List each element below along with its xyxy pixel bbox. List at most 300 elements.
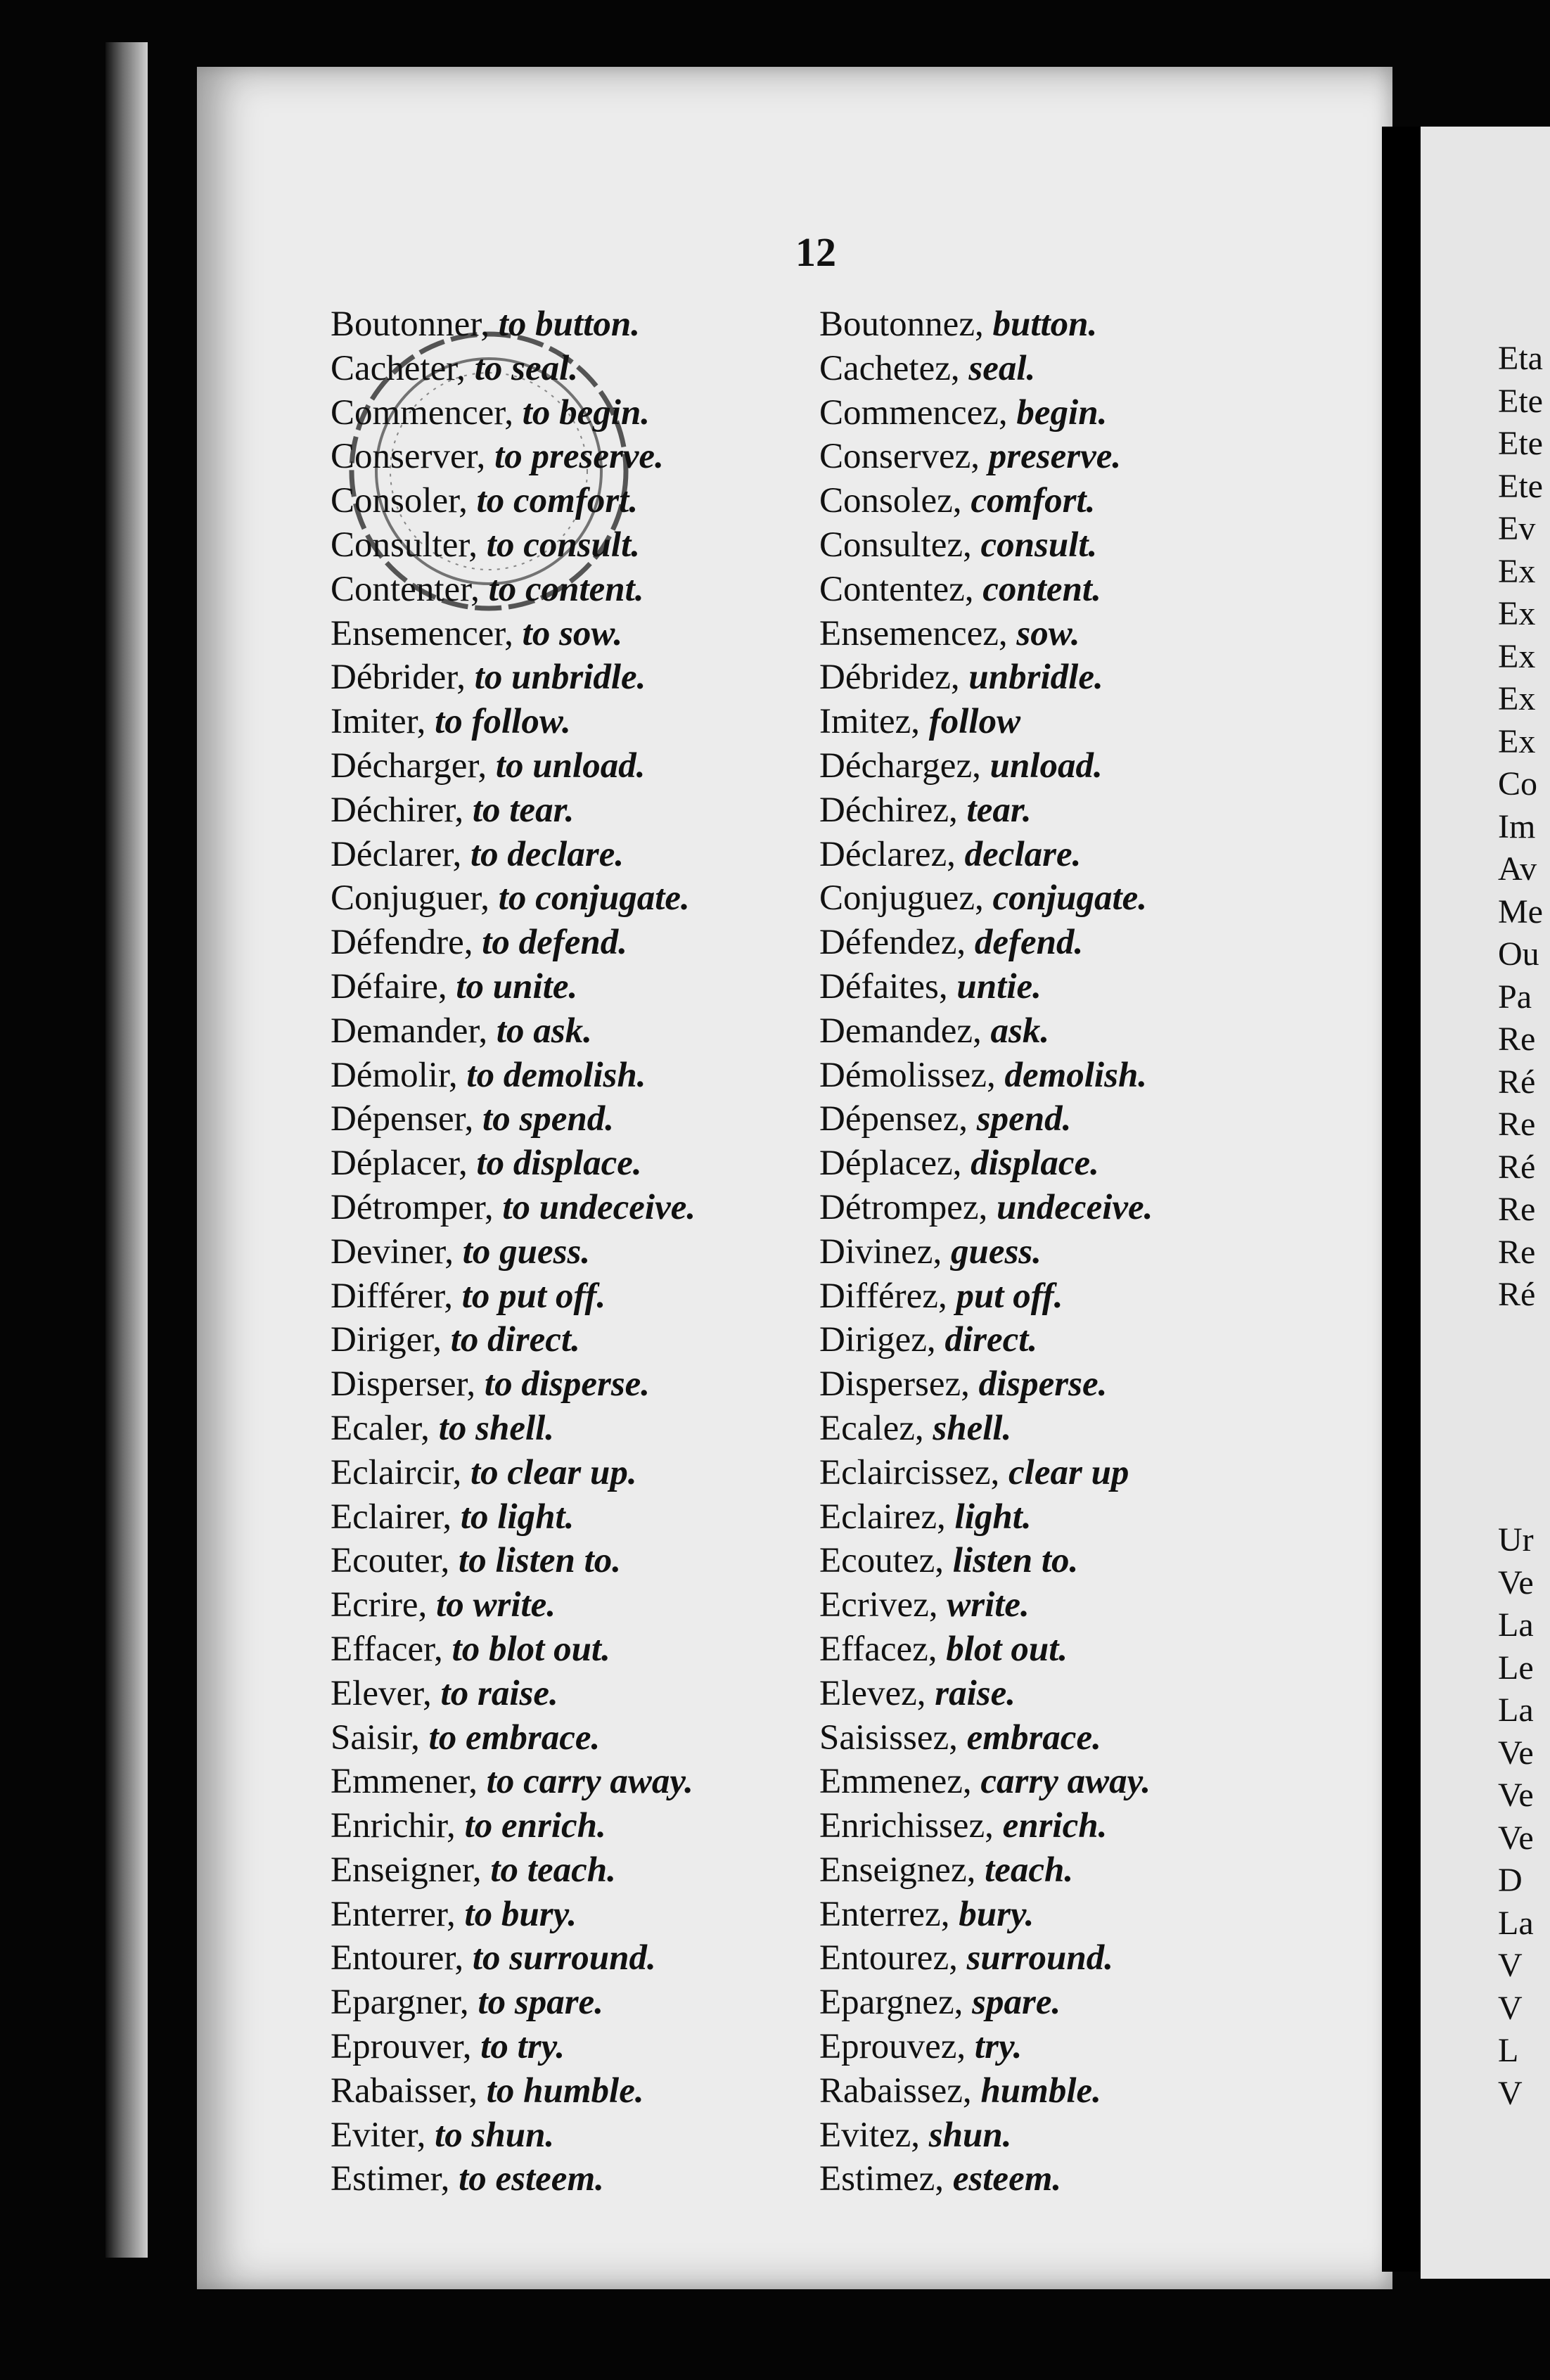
english-translation: ask. <box>990 1011 1050 1051</box>
vocabulary-entry <box>331 655 696 700</box>
english-translation: write. <box>947 1585 1030 1625</box>
english-translation: preserve. <box>988 437 1122 477</box>
vocabulary-entry <box>819 1936 1153 1981</box>
vocabulary-entry <box>331 833 696 877</box>
right-vocabulary-column <box>819 302 1153 2201</box>
vocabulary-entry <box>819 479 1153 523</box>
vocabulary-entry <box>819 347 1153 391</box>
vocabulary-entry <box>819 1981 1153 2025</box>
next-page-fragment: Ex <box>1498 680 1536 717</box>
french-verb: Démolissez, <box>819 1055 1005 1095</box>
english-translation: enrich. <box>1002 1806 1108 1846</box>
vocabulary-entry <box>331 2113 696 2158</box>
next-page-fragment: Le <box>1498 1649 1534 1687</box>
french-verb: Disperser, <box>331 1364 485 1405</box>
vocabulary-entry <box>819 523 1153 568</box>
vocabulary-entry <box>819 2025 1153 2069</box>
english-translation: surround. <box>966 1938 1113 1978</box>
french-verb: Dépensez, <box>819 1099 977 1139</box>
english-translation: begin. <box>1016 392 1108 433</box>
next-page-fragment: Av <box>1498 850 1537 888</box>
french-verb: Consolez, <box>819 481 971 521</box>
french-verb: Eclaircir, <box>331 1452 470 1492</box>
english-translation: to comfort. <box>476 481 639 521</box>
next-page-fragment: Re <box>1498 1021 1536 1058</box>
french-verb: Conservez, <box>819 437 989 477</box>
french-verb: Contentez, <box>819 569 983 609</box>
french-verb: Cacheter, <box>331 348 475 388</box>
english-translation: to light. <box>460 1497 575 1537</box>
vocabulary-entry <box>331 435 696 479</box>
french-verb: Rabaissez, <box>819 2071 981 2111</box>
vocabulary-entry <box>331 1893 696 1937</box>
english-translation: content. <box>982 569 1101 609</box>
french-verb: Enrichissez, <box>819 1806 1003 1846</box>
french-verb: Ensemencer, <box>331 613 523 653</box>
french-verb: Contenter, <box>331 569 489 609</box>
french-verb: Commencez, <box>819 392 1017 433</box>
english-translation: to guess. <box>462 1231 591 1272</box>
vocabulary-entry <box>819 1009 1153 1054</box>
vocabulary-entry <box>331 568 696 612</box>
french-verb: Débridez, <box>819 658 969 698</box>
next-page-fragment: Ex <box>1498 722 1536 760</box>
french-verb: Estimez, <box>819 2159 953 2199</box>
vocabulary-entry <box>331 1362 696 1407</box>
vocabulary-entry <box>331 1716 696 1760</box>
vocabulary-entry <box>819 1318 1153 1362</box>
vocabulary-entry <box>331 2069 696 2113</box>
vocabulary-entry <box>819 1274 1153 1319</box>
english-translation: unbridle. <box>968 658 1103 698</box>
next-page-fragment: Ré <box>1498 1148 1536 1186</box>
french-verb: Défaire, <box>331 966 456 1006</box>
vocabulary-entry <box>331 965 696 1009</box>
english-translation: to embrace. <box>428 1717 601 1758</box>
vocabulary-entry <box>819 965 1153 1009</box>
vocabulary-entry <box>819 1407 1153 1451</box>
english-translation: disperse. <box>978 1364 1108 1405</box>
french-verb: Dispersez, <box>819 1364 979 1405</box>
english-translation: embrace. <box>966 1717 1101 1758</box>
english-translation: to teach. <box>490 1850 616 1890</box>
french-verb: Détromper, <box>331 1187 503 1227</box>
french-verb: Ecaler, <box>331 1408 439 1448</box>
french-verb: Enterrer, <box>331 1894 465 1934</box>
next-page-fragment: Ve <box>1498 1819 1534 1857</box>
vocabulary-entry <box>819 435 1153 479</box>
french-verb: Eclaircissez, <box>819 1452 1009 1492</box>
vocabulary-entry <box>819 833 1153 877</box>
next-page-fragment: L <box>1498 2032 1519 2069</box>
french-verb: Enseignez, <box>819 1850 985 1890</box>
vocabulary-entry <box>819 744 1153 788</box>
french-verb: Commencer, <box>331 392 523 433</box>
english-translation: to unbridle. <box>474 658 646 698</box>
english-translation: undeceive. <box>997 1187 1153 1227</box>
vocabulary-entry <box>819 391 1153 435</box>
next-page-fragment: Re <box>1498 1191 1536 1228</box>
vocabulary-entry <box>331 612 696 656</box>
french-verb: Enterrez, <box>819 1894 959 1934</box>
english-translation: to shell. <box>438 1408 555 1448</box>
vocabulary-entry <box>331 700 696 744</box>
french-verb: Eprouver, <box>331 2027 481 2067</box>
next-page-fragment: Ete <box>1498 467 1543 505</box>
french-verb: Effacez, <box>819 1629 947 1669</box>
french-verb: Conserver, <box>331 437 495 477</box>
next-page-fragment: La <box>1498 1904 1534 1942</box>
english-translation: to displace. <box>476 1144 642 1184</box>
english-translation: follow <box>928 702 1021 742</box>
english-translation: shun. <box>928 2115 1012 2155</box>
vocabulary-entry <box>331 1407 696 1451</box>
french-verb: Epargnez, <box>819 1983 973 2023</box>
english-translation: teach. <box>985 1850 1074 1890</box>
english-translation: button. <box>992 305 1098 344</box>
french-verb: Divinez, <box>819 1231 951 1272</box>
next-page-fragment: Ete <box>1498 382 1543 420</box>
vocabulary-entry <box>331 1141 696 1186</box>
english-translation: to surround. <box>472 1938 656 1978</box>
next-page-fragment: Ex <box>1498 552 1536 590</box>
english-translation: listen to. <box>952 1541 1079 1581</box>
english-translation: to button. <box>498 305 641 344</box>
english-translation: untie. <box>956 966 1042 1006</box>
next-page-fragment: Ex <box>1498 637 1536 675</box>
french-verb: Détrompez, <box>819 1187 997 1227</box>
vocabulary-entry <box>331 2157 696 2201</box>
french-verb: Ecalez, <box>819 1408 933 1448</box>
vocabulary-entry <box>819 2069 1153 2113</box>
english-translation: to unite. <box>456 966 578 1006</box>
vocabulary-entry <box>819 2113 1153 2158</box>
vocabulary-entry <box>331 2025 696 2069</box>
next-page-fragment: La <box>1498 1691 1534 1729</box>
vocabulary-entry <box>331 1672 696 1716</box>
english-translation: to unload. <box>495 746 646 786</box>
vocabulary-entry <box>331 523 696 568</box>
english-translation: to enrich. <box>464 1806 606 1846</box>
english-translation: to undeceive. <box>502 1187 696 1227</box>
english-translation: defend. <box>974 923 1084 963</box>
english-translation: to raise. <box>440 1673 558 1713</box>
french-verb: Entourez, <box>819 1938 967 1978</box>
english-translation: to tear. <box>472 790 575 830</box>
vocabulary-entry <box>819 568 1153 612</box>
english-translation: shell. <box>933 1408 1012 1448</box>
french-verb: Consultez, <box>819 525 981 565</box>
vocabulary-entry <box>331 347 696 391</box>
english-translation: to follow. <box>435 702 571 742</box>
next-page-fragment-column-bottom <box>1498 1519 1534 2115</box>
french-verb: Emmenez, <box>819 1762 981 1802</box>
english-translation: to seal. <box>474 348 579 388</box>
vocabulary-entry <box>819 1716 1153 1760</box>
french-verb: Différez, <box>819 1276 956 1316</box>
next-page-fragment: Ve <box>1498 1563 1534 1601</box>
next-page-fragment: Ve <box>1498 1777 1534 1814</box>
french-verb: Déclarez, <box>819 834 965 874</box>
french-verb: Saisissez, <box>819 1717 967 1758</box>
next-page-fragment-column-top <box>1498 338 1543 1317</box>
next-page-fragment: Ex <box>1498 595 1536 632</box>
english-translation: to sow. <box>522 613 623 653</box>
vocabulary-entry <box>331 391 696 435</box>
next-page-fragment: V <box>1498 1989 1523 2027</box>
english-translation: try. <box>974 2027 1023 2067</box>
english-translation: spare. <box>972 1983 1061 2023</box>
french-verb: Boutonnez, <box>819 305 993 344</box>
vocabulary-entry <box>819 1583 1153 1627</box>
english-translation: to preserve. <box>494 437 664 477</box>
english-translation: to demolish. <box>466 1055 646 1095</box>
english-translation: to humble. <box>486 2071 644 2111</box>
english-translation: seal. <box>968 348 1036 388</box>
next-page-fragment: Ré <box>1498 1276 1536 1313</box>
english-translation: to content. <box>488 569 644 609</box>
vocabulary-entry <box>331 788 696 833</box>
french-verb: Ecouter, <box>331 1541 459 1581</box>
english-translation: to disperse. <box>484 1364 651 1405</box>
vocabulary-entry <box>819 876 1153 921</box>
french-verb: Décharger, <box>331 746 496 786</box>
vocabulary-entry <box>331 1097 696 1141</box>
english-translation: to carry away. <box>486 1762 693 1802</box>
next-page-fragment: Ou <box>1498 935 1539 973</box>
vocabulary-entry <box>331 744 696 788</box>
french-verb: Eclairer, <box>331 1497 461 1537</box>
vocabulary-entry <box>819 2157 1153 2201</box>
next-page-fragment: Eta <box>1498 340 1543 377</box>
french-verb: Cachetez, <box>819 348 969 388</box>
french-verb: Boutonner, <box>331 305 499 344</box>
english-translation: spend. <box>976 1099 1072 1139</box>
french-verb: Saisir, <box>331 1717 429 1758</box>
english-translation: blot out. <box>946 1629 1068 1669</box>
vocabulary-entry <box>819 1672 1153 1716</box>
french-verb: Consulter, <box>331 525 487 565</box>
french-verb: Ensemencez, <box>819 613 1017 653</box>
french-verb: Déplacez, <box>819 1144 971 1184</box>
english-translation: to esteem. <box>459 2159 604 2199</box>
vocabulary-entry <box>331 1583 696 1627</box>
vocabulary-entry <box>819 655 1153 700</box>
next-page-fragment: Im <box>1498 807 1536 845</box>
french-verb: Demandez, <box>819 1011 991 1051</box>
english-translation: put off. <box>956 1276 1063 1316</box>
french-verb: Rabaisser, <box>331 2071 487 2111</box>
french-verb: Diriger, <box>331 1320 451 1360</box>
english-translation: to write. <box>436 1585 556 1625</box>
english-translation: tear. <box>966 790 1032 830</box>
vocabulary-entry <box>331 1318 696 1362</box>
vocabulary-entry <box>331 1230 696 1274</box>
french-verb: Déclarer, <box>331 834 470 874</box>
french-verb: Différer, <box>331 1276 462 1316</box>
english-translation: comfort. <box>971 481 1096 521</box>
english-translation: to listen to. <box>459 1541 621 1581</box>
french-verb: Estimer, <box>331 2159 459 2199</box>
french-verb: Débrider, <box>331 658 475 698</box>
french-verb: Eprouvez, <box>819 2027 975 2067</box>
french-verb: Imiter, <box>331 702 435 742</box>
english-translation: to blot out. <box>451 1629 610 1669</box>
french-verb: Déchargez, <box>819 746 990 786</box>
english-translation: to conjugate. <box>498 878 690 919</box>
french-verb: Dirigez, <box>819 1320 945 1360</box>
french-verb: Effacer, <box>331 1629 452 1669</box>
french-verb: Ecrivez, <box>819 1585 947 1625</box>
vocabulary-entry <box>331 1451 696 1495</box>
english-translation: to put off. <box>461 1276 606 1316</box>
english-translation: raise. <box>935 1673 1016 1713</box>
next-page-fragment: Ve <box>1498 1734 1534 1772</box>
vocabulary-entry <box>331 1848 696 1893</box>
french-verb: Consoler, <box>331 481 477 521</box>
french-verb: Déchirer, <box>331 790 473 830</box>
vocabulary-entry <box>331 1054 696 1098</box>
french-verb: Défendre, <box>331 923 482 963</box>
vocabulary-entry <box>819 1760 1153 1804</box>
english-translation: direct. <box>944 1320 1038 1360</box>
vocabulary-entry <box>331 1627 696 1672</box>
english-translation: clear up <box>1008 1452 1129 1492</box>
french-verb: Emmener, <box>331 1762 487 1802</box>
vocabulary-entry <box>819 1362 1153 1407</box>
vocabulary-entry <box>819 1495 1153 1540</box>
english-translation: consult. <box>980 525 1098 565</box>
english-translation: humble. <box>980 2071 1101 2111</box>
french-verb: Elevez, <box>819 1673 935 1713</box>
english-translation: to ask. <box>496 1011 592 1051</box>
english-translation: to bury. <box>464 1894 577 1934</box>
french-verb: Conjuguer, <box>331 878 499 919</box>
vocabulary-entry <box>819 921 1153 965</box>
french-verb: Demander, <box>331 1011 497 1051</box>
english-translation: sow. <box>1016 613 1080 653</box>
next-page-fragment: Ré <box>1498 1063 1536 1101</box>
vocabulary-entry <box>819 1804 1153 1848</box>
english-translation: declare. <box>964 834 1082 874</box>
vocabulary-entry <box>331 1539 696 1583</box>
english-translation: unload. <box>989 746 1103 786</box>
french-verb: Démolir, <box>331 1055 467 1095</box>
vocabulary-entry <box>331 1936 696 1981</box>
french-verb: Elever, <box>331 1673 441 1713</box>
french-verb: Ecrire, <box>331 1585 437 1625</box>
vocabulary-entry <box>331 1274 696 1319</box>
english-translation: to try. <box>480 2027 565 2067</box>
english-translation: to clear up. <box>470 1452 637 1492</box>
page-number: 12 <box>795 229 836 275</box>
french-verb: Défaites, <box>819 966 957 1006</box>
vocabulary-entry <box>331 302 696 347</box>
french-verb: Imitez, <box>819 702 929 742</box>
vocabulary-entry <box>819 1186 1153 1230</box>
english-translation: demolish. <box>1004 1055 1148 1095</box>
vocabulary-entry <box>819 788 1153 833</box>
english-translation: light. <box>954 1497 1032 1537</box>
english-translation: to declare. <box>470 834 625 874</box>
french-verb: Défendez, <box>819 923 975 963</box>
vocabulary-entry <box>819 1893 1153 1937</box>
english-translation: bury. <box>959 1894 1035 1934</box>
next-page-fragment: Ur <box>1498 1521 1534 1559</box>
vocabulary-entry <box>819 1848 1153 1893</box>
vocabulary-entry <box>331 1186 696 1230</box>
vocabulary-entry <box>819 1230 1153 1274</box>
english-translation: to shun. <box>435 2115 555 2155</box>
vocabulary-entry <box>331 1495 696 1540</box>
vocabulary-entry <box>819 1097 1153 1141</box>
french-verb: Conjuguez, <box>819 878 993 919</box>
vocabulary-entry <box>819 612 1153 656</box>
english-translation: to begin. <box>522 392 651 433</box>
vocabulary-entry <box>331 876 696 921</box>
vocabulary-entry <box>819 1054 1153 1098</box>
english-translation: to spend. <box>482 1099 615 1139</box>
next-page-fragment: Ev <box>1498 510 1536 547</box>
english-translation: to direct. <box>450 1320 580 1360</box>
next-page-fragment: Co <box>1498 765 1538 802</box>
vocabulary-entry <box>819 1141 1153 1186</box>
next-page-fragment: Ete <box>1498 425 1543 462</box>
gutter-shadow <box>1382 127 1424 2272</box>
french-verb: Déchirez, <box>819 790 967 830</box>
vocabulary-entry <box>819 700 1153 744</box>
next-page-fragment: Me <box>1498 892 1543 930</box>
next-page-fragment: Re <box>1498 1106 1536 1143</box>
french-verb: Epargner, <box>331 1983 478 2023</box>
vocabulary-entry <box>819 302 1153 347</box>
next-page-fragment: Pa <box>1498 978 1532 1016</box>
english-translation: guess. <box>950 1231 1042 1272</box>
next-page-fragment: Re <box>1498 1233 1536 1271</box>
vocabulary-entry <box>819 1539 1153 1583</box>
vocabulary-entry <box>819 1451 1153 1495</box>
next-page-fragment: La <box>1498 1606 1534 1644</box>
english-translation: to consult. <box>486 525 641 565</box>
left-vocabulary-column <box>331 302 696 2201</box>
french-verb: Entourer, <box>331 1938 473 1978</box>
english-translation: esteem. <box>952 2159 1062 2199</box>
french-verb: Deviner, <box>331 1231 463 1272</box>
book-edge <box>105 42 148 2258</box>
next-page-fragment: V <box>1498 2074 1523 2112</box>
french-verb: Dépenser, <box>331 1099 483 1139</box>
french-verb: Ecoutez, <box>819 1541 953 1581</box>
english-translation: displace. <box>971 1144 1099 1184</box>
next-page-fragment: V <box>1498 1947 1523 1984</box>
vocabulary-entry <box>819 1627 1153 1672</box>
french-verb: Enseigner, <box>331 1850 491 1890</box>
vocabulary-entry <box>331 479 696 523</box>
next-page-fragment: D <box>1498 1862 1523 1899</box>
vocabulary-entry <box>331 1760 696 1804</box>
french-verb: Déplacer, <box>331 1144 477 1184</box>
french-verb: Eviter, <box>331 2115 435 2155</box>
french-verb: Eclairez, <box>819 1497 955 1537</box>
english-translation: to spare. <box>478 1983 603 2023</box>
english-translation: carry away. <box>980 1762 1151 1802</box>
french-verb: Enrichir, <box>331 1806 465 1846</box>
vocabulary-entry <box>331 921 696 965</box>
english-translation: to defend. <box>482 923 628 963</box>
french-verb: Evitez, <box>819 2115 929 2155</box>
vocabulary-entry <box>331 1804 696 1848</box>
english-translation: conjugate. <box>992 878 1148 919</box>
